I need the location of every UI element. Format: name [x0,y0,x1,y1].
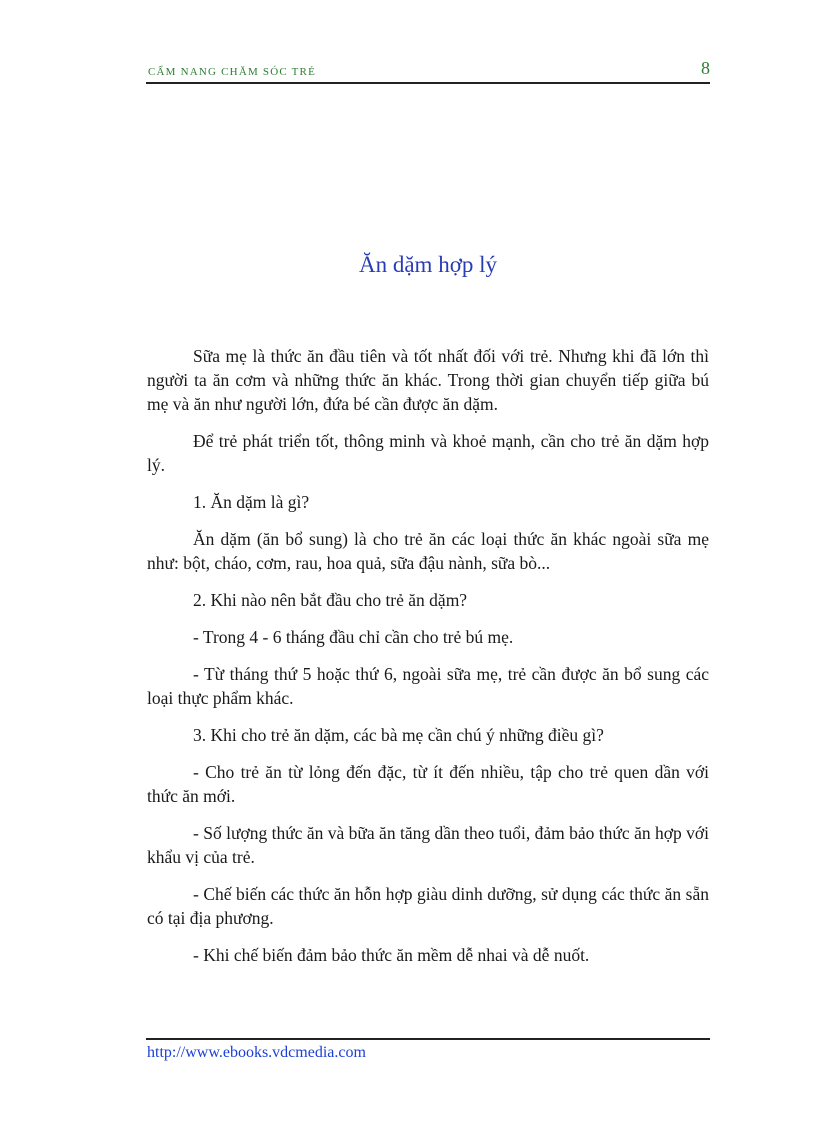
list-item: - Chế biến các thức ăn hỗn hợp giàu dinh dưỡng, sử dụng các thức ăn sẵn có tại địa phương. [147,884,709,928]
page-number: 8 [701,58,710,78]
page-header [146,56,710,84]
list-item: - Từ tháng thứ 5 hoặc thứ 6, ngoài sữa mẹ, trẻ cần được ăn bổ sung các loại thực phẩm khác. [147,664,709,708]
paragraph: Ăn dặm (ăn bổ sung) là cho trẻ ăn các loại thức ăn khác ngoài sữa mẹ như: bột, cháo, cơm, rau, hoa quả, sữa đậu nành, sữa bò... [147,529,709,573]
question-heading: 3. Khi cho trẻ ăn dặm, các bà mẹ cần chú ý những điều gì? [193,725,604,745]
paragraph: Để trẻ phát triển tốt, thông minh và khoẻ mạnh, cần cho trẻ ăn dặm hợp lý. [147,431,709,475]
chapter-title: Ăn dặm hợp lý [358,252,497,277]
footer-divider [146,1038,710,1040]
list-item: - Số lượng thức ăn và bữa ăn tăng dần theo tuổi, đảm bảo thức ăn hợp với khẩu vị của trẻ. [147,823,709,867]
body-text [147,344,709,980]
list-item: - Trong 4 - 6 tháng đầu chỉ cần cho trẻ bú mẹ. [193,627,514,647]
footer-link[interactable]: http://www.ebooks.vdcmedia.com [147,1044,366,1061]
book-title: CẨM NANG CHĂM SÓC TRẺ [148,66,317,78]
list-item: - Cho trẻ ăn từ lỏng đến đặc, từ ít đến nhiều, tập cho trẻ quen dần với thức ăn mới. [147,762,709,806]
paragraph: Sữa mẹ là thức ăn đầu tiên và tốt nhất đối với trẻ. Nhưng khi đã lớn thì người ta ăn cơm và những thức ăn khác. Trong thời gian chuyển tiếp giữa bú mẹ và ăn như người lớn, đứa bé cần được ăn dặm. [147,346,709,414]
question-heading: 1. Ăn dặm là gì? [193,492,310,512]
list-item: - Khi chế biến đảm bảo thức ăn mềm dễ nhai và dễ nuốt. [193,945,590,965]
question-heading: 2. Khi nào nên bắt đầu cho trẻ ăn dặm? [193,590,468,610]
